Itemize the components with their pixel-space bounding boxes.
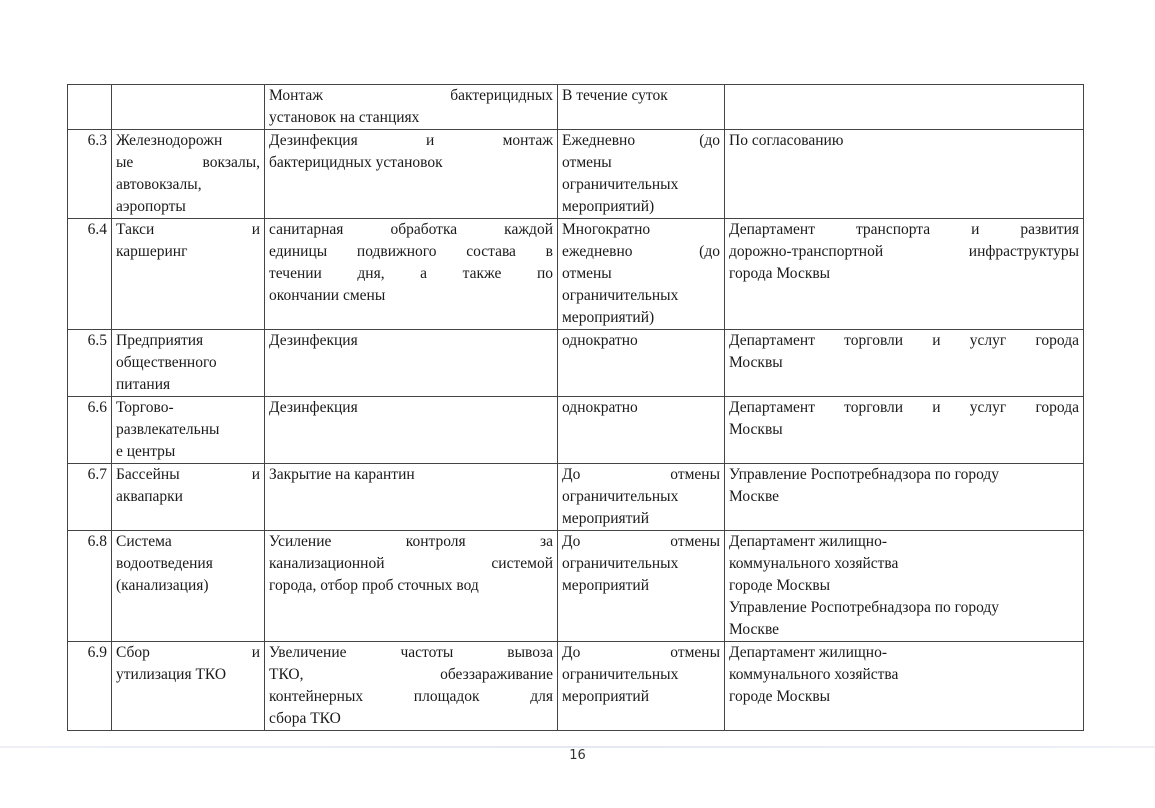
period-cell (558, 330, 725, 397)
responsible-cell (725, 642, 1084, 731)
cell-text-line: мероприятий (562, 577, 650, 594)
cell-text-line: питания (116, 376, 171, 393)
cell-text-line: дорожно-транспортной инфраструктуры (729, 243, 1079, 260)
cell-text-line: аэропорты (116, 198, 186, 215)
object-cell (112, 330, 265, 397)
cell-text-line: мероприятий) (562, 309, 655, 326)
cell-text-line: однократно (562, 399, 638, 416)
cell-text-line: отмены (562, 154, 612, 171)
cell-text-line: мероприятий) (562, 198, 655, 215)
period-cell (558, 397, 725, 464)
item-number-cell: 6.3 (68, 130, 112, 219)
cell-text-line: водоотведения (116, 555, 213, 572)
cell-text-line: контейнерных площадок для (269, 688, 553, 705)
cell-text-line: Дезинфекция (269, 399, 358, 416)
cell-text-line: Ежедневно (до (562, 132, 720, 149)
table-row (68, 330, 1084, 397)
cell-text-line: ограничительных (562, 666, 679, 683)
period-cell (558, 642, 725, 731)
measure-cell (265, 85, 558, 130)
cell-text-line: канализационной системой (269, 555, 553, 572)
cell-text-line: Департамент торговли и услуг города (729, 332, 1079, 349)
period-cell (558, 130, 725, 219)
cell-text-line: Дезинфекция (269, 332, 358, 349)
table-row (68, 85, 1084, 130)
cell-text-line: города, отбор проб сточных вод (269, 577, 479, 594)
table-row (68, 219, 1084, 330)
measure-cell (265, 464, 558, 531)
table-row (68, 531, 1084, 642)
period-cell (558, 464, 725, 531)
cell-text-line: Дезинфекция и монтаж (269, 132, 553, 149)
item-number-cell: 6.5 (68, 330, 112, 397)
cell-text-line: Бассейны и (116, 466, 260, 483)
cell-text-line: До отмены (562, 533, 720, 550)
responsible-cell (725, 464, 1084, 531)
cell-text-line: автовокзалы, (116, 176, 202, 193)
item-number-cell (68, 85, 112, 130)
cell-text-line: коммунального хозяйства (729, 555, 899, 572)
cell-text-line: аквапарки (116, 488, 183, 505)
measure-cell (265, 330, 558, 397)
responsible-cell (725, 397, 1084, 464)
cell-text-line: Москве (729, 621, 780, 638)
item-number-cell: 6.4 (68, 219, 112, 330)
cell-text-line: Департамент торговли и услуг города (729, 399, 1079, 416)
cell-text-line: развлекательны (116, 421, 220, 438)
responsible-cell (725, 130, 1084, 219)
cell-text-line: окончании смены (269, 287, 386, 304)
cell-text-line: города Москвы (729, 265, 831, 282)
cell-text-line: Система (116, 533, 172, 550)
cell-text-line: ограничительных (562, 287, 679, 304)
cell-text-line: Управление Роспотребнадзора по городу (729, 599, 1000, 616)
cell-text-line: ограничительных (562, 555, 679, 572)
cell-text-line: До отмены (562, 466, 720, 483)
cell-text-line: Такси и (116, 221, 260, 238)
measure-cell (265, 642, 558, 731)
cell-text-line: однократно (562, 332, 638, 349)
item-number-cell: 6.9 (68, 642, 112, 731)
item-number-cell: 6.6 (68, 397, 112, 464)
cell-text-line: Сбор и (116, 644, 260, 661)
cell-text-line: сбора ТКО (269, 710, 341, 727)
cell-text-line: Железнодорожн (116, 132, 223, 149)
cell-text-line: Предприятия (116, 332, 204, 349)
item-number-cell: 6.7 (68, 464, 112, 531)
cell-text-line: городе Москвы (729, 688, 831, 705)
object-cell (112, 85, 265, 130)
period-cell (558, 219, 725, 330)
item-number-cell: 6.8 (68, 531, 112, 642)
measure-cell (265, 397, 558, 464)
object-cell (112, 130, 265, 219)
cell-text-line: бактерицидных установок (269, 154, 443, 171)
object-cell (112, 397, 265, 464)
table-row (68, 642, 1084, 731)
object-cell (112, 531, 265, 642)
responsible-cell (725, 85, 1084, 130)
cell-text-line: (канализация) (116, 577, 209, 594)
cell-text-line: ежедневно (до (562, 243, 720, 260)
cell-text-line: установок на станциях (269, 109, 420, 126)
object-cell (112, 219, 265, 330)
cell-text-line: Многократно (562, 221, 651, 238)
cell-text-line: каршеринг (116, 243, 188, 260)
cell-text-line: течении дня, а также по (269, 265, 553, 282)
cell-text-line: коммунального хозяйства (729, 666, 899, 683)
cell-text-line: Увеличение частоты вывоза (269, 644, 553, 661)
cell-text-line: Усиление контроля за (269, 533, 553, 550)
measure-cell (265, 531, 558, 642)
cell-text-line: Департамент жилищно- (729, 644, 888, 661)
cell-text-line: До отмены (562, 644, 720, 661)
cell-text-line: городе Москвы (729, 577, 831, 594)
cell-text-line: ограничительных (562, 488, 679, 505)
cell-text-line: единицы подвижного состава в (269, 243, 553, 260)
measures-table-body (68, 85, 1084, 731)
cell-text-line: В течение суток (562, 87, 668, 104)
cell-text-line: утилизация ТКО (116, 666, 227, 683)
measure-cell (265, 219, 558, 330)
cell-text-line: Департамент транспорта и развития (729, 221, 1079, 238)
object-cell (112, 642, 265, 731)
cell-text-line: Департамент жилищно- (729, 533, 888, 550)
cell-text-line: мероприятий (562, 688, 650, 705)
cell-text-line: Москвы (729, 421, 783, 438)
cell-text-line: Монтаж бактерицидных (269, 87, 553, 104)
cell-text-line: Закрытие на карантин (269, 466, 415, 483)
table-row (68, 464, 1084, 531)
cell-text-line: санитарная обработка каждой (269, 221, 553, 238)
cell-text-line: общественного (116, 354, 217, 371)
cell-text-line: ые вокзалы, (116, 154, 260, 171)
cell-text-line: ТКО, обеззараживание (269, 666, 553, 683)
responsible-cell (725, 531, 1084, 642)
cell-text-line: мероприятий (562, 510, 650, 527)
measure-cell (265, 130, 558, 219)
cell-text-line: ограничительных (562, 176, 679, 193)
period-cell (558, 85, 725, 130)
measures-table (67, 84, 1084, 731)
cell-text-line: отмены (562, 265, 612, 282)
responsible-cell (725, 330, 1084, 397)
page-number: 16 (569, 748, 586, 763)
cell-text-line: е центры (116, 443, 176, 460)
cell-text-line: По согласованию (729, 132, 844, 149)
table-row (68, 130, 1084, 219)
object-cell (112, 464, 265, 531)
cell-text-line: Управление Роспотребнадзора по городу (729, 466, 1000, 483)
period-cell (558, 531, 725, 642)
responsible-cell (725, 219, 1084, 330)
cell-text-line: Москвы (729, 354, 783, 371)
cell-text-line: Москве (729, 488, 780, 505)
cell-text-line: Торгово- (116, 399, 174, 416)
table-row (68, 397, 1084, 464)
